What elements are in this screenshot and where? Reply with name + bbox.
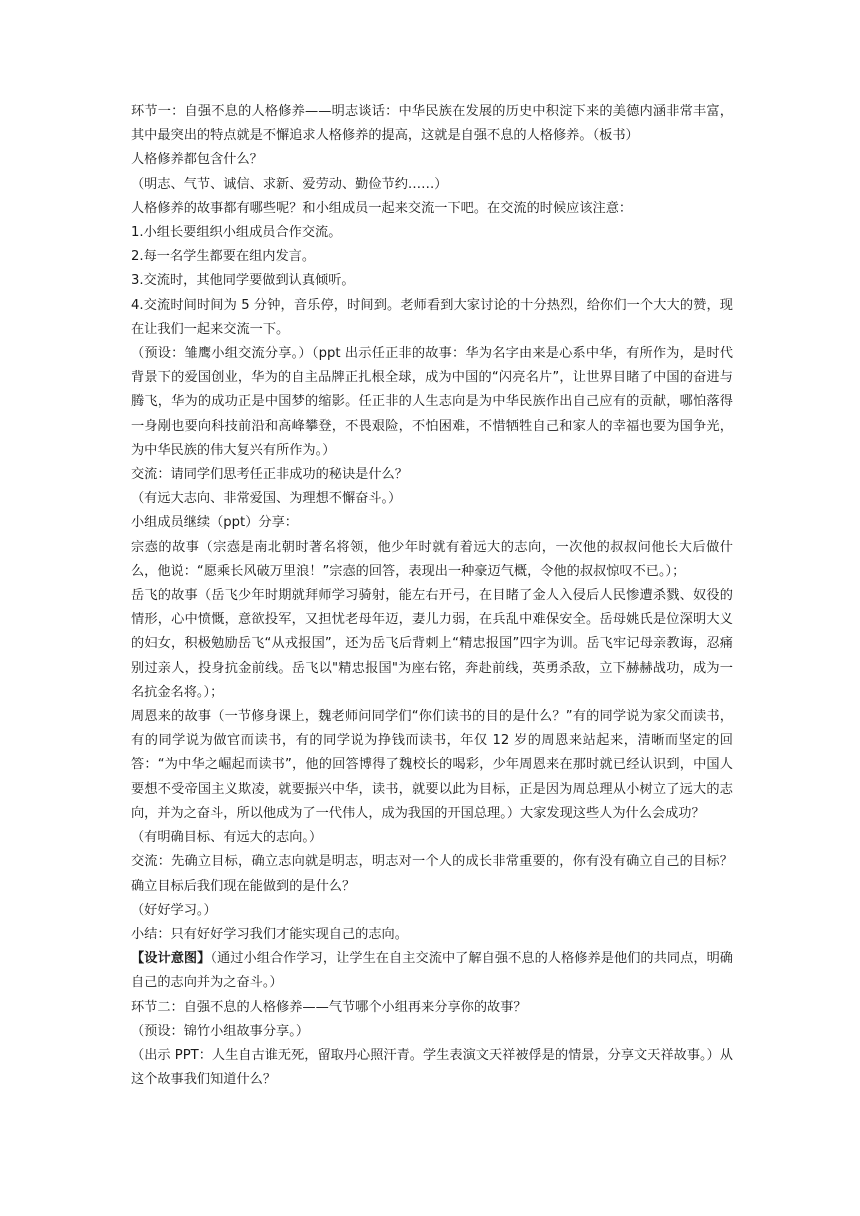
list-item: 2.每一名学生都要在组内发言。 [131, 249, 316, 265]
paragraph-discussion: 交流：先确立目标，确立志向就是明志，明志对一个人的成长非常重要的，你有没有确立自己的目标？确立目标后我们现在能做到的是什么？ [131, 854, 733, 894]
paragraph-design-intent [131, 947, 733, 995]
paragraph-discussion: 交流：请同学们思考任正非成功的秘诀是什么？ [131, 467, 408, 483]
list-item: 1.小组长要组织小组成员合作交流。 [131, 225, 342, 241]
paragraph-answer: （有远大志向、非常爱国、为理想不懈奋斗。） [131, 491, 402, 507]
paragraph-ren-zhengfei-story: （预设：雏鹰小组交流分享。）（ppt 出示任正非的故事：华为名字由来是心系中华，有所作为，是时代背景下的爱国创业，华为的自主品牌正扎根全球，成为中国的“闪亮名片”，让世界目睹了中国的奋进与腾飞，华为的成功正是中国梦的缩影。任正非的人生志向是为中华民族作出自己应有的贡献，哪怕落得一身剐也要向科技前沿和高峰攀登，不畏艰险，不怕困难，不惜牺牲自己和家人的幸福也要为国争光，为中华民族的伟大复兴有所作为。） [131, 346, 733, 458]
paragraph-answer: （预设：锦竹小组故事分享。） [131, 1023, 310, 1039]
list-item: 3.交流时，其他同学要做到认真倾听。 [131, 273, 355, 289]
paragraph-continue-sharing: 小组成员继续（ppt）分享： [131, 515, 298, 531]
paragraph-yue-fei-story: 岳飞的故事（岳飞少年时期就拜师学习骑射，能左右开弓，在目睹了金人入侵后人民惨遭杀戮、奴役的情形，心中愤慨，意欲投军，又担忧老母年迈，妻儿力弱，在兵乱中难保安全。岳母姚氏是位深明大义的妇女，积极勉励岳飞“从戎报国”，还为岳飞后背刺上“精忠报国”四字为训。岳飞牢记母亲教诲，忍痛别过亲人，投身抗金前线。岳飞以"精忠报国"为座右铭，奔赴前线，英勇杀敌，立下赫赫战功，成为一名抗金名将。）； [131, 588, 733, 700]
paragraph-zong-que-story: 宗悫的故事（宗悫是南北朝时著名将领，他少年时就有着远大的志向，一次他的叔叔问他长大后做什么，他说：“愿乘长风破万里浪！”宗悫的回答，表现出一种豪迈气概，令他的叔叔惊叹不已。）； [131, 539, 733, 579]
design-intent-text: （通过小组合作学习，让学生在自主交流中了解自强不息的人格修养是他们的共同点，明确自己的志向并为之奋斗。） [131, 951, 733, 991]
document-body [131, 100, 733, 1092]
paragraph-wen-tianxiang-story: （出示 PPT：人生自古谁无死，留取丹心照汗青。学生表演文天祥被俘是的情景，分享文天祥故事。）从这个故事我们知道什么？ [131, 1047, 733, 1088]
list-item: 4.交流时间时间为 5 分钟，音乐停，时间到。老师看到大家讨论的十分热烈，给你们一个大大的赞，现在让我们一起来交流一下。 [131, 297, 733, 337]
paragraph-answer: （有明确目标、有远大的志向。） [131, 830, 323, 846]
paragraph-section-two-intro: 环节二：自强不息的人格修养——气节哪个小组再来分享你的故事？ [131, 999, 527, 1015]
paragraph-section-one-intro: 环节一：自强不息的人格修养——明志谈话：中华民族在发展的历史中积淀下来的美德内涵非常丰富，其中最突出的特点就是不懈追求人格修养的提高，这就是自强不息的人格修养。（板书） [131, 104, 733, 144]
design-intent-label: 【设计意图】 [131, 951, 211, 967]
paragraph-answer: （好好学习。） [131, 902, 217, 918]
paragraph-zhou-enlai-story: 周恩来的故事（一节修身课上，魏老师问同学们“你们读书的目的是什么？”有的同学说为家父而读书，有的同学说为做官而读书，有的同学说为挣钱而读书，年仅 12 岁的周恩来站起来，清晰而坚定的回答：“为中华之崛起而读书”，他的回答博得了魏校长的喝彩，少年周恩来在那时就已经认识到，中国人要想不受帝国主义欺凌，就要振兴中华，读书，就要以此为目标，正是因为周总理从小树立了远大的志向，并为之奋斗，所以他成为了一代伟人，成为我国的开国总理。）大家发现这些人为什么会成功？ [131, 709, 733, 821]
paragraph-instructions: 人格修养的故事都有哪些呢？和小组成员一起来交流一下吧。在交流的时候应该注意： [131, 200, 633, 216]
paragraph-summary: 小结：只有好好学习我们才能实现自己的志向。 [131, 926, 408, 942]
paragraph-question: 人格修养都包含什么？ [131, 152, 263, 168]
paragraph-answer: （明志、气节、诚信、求新、爱劳动、勤俭节约……） [131, 176, 448, 192]
